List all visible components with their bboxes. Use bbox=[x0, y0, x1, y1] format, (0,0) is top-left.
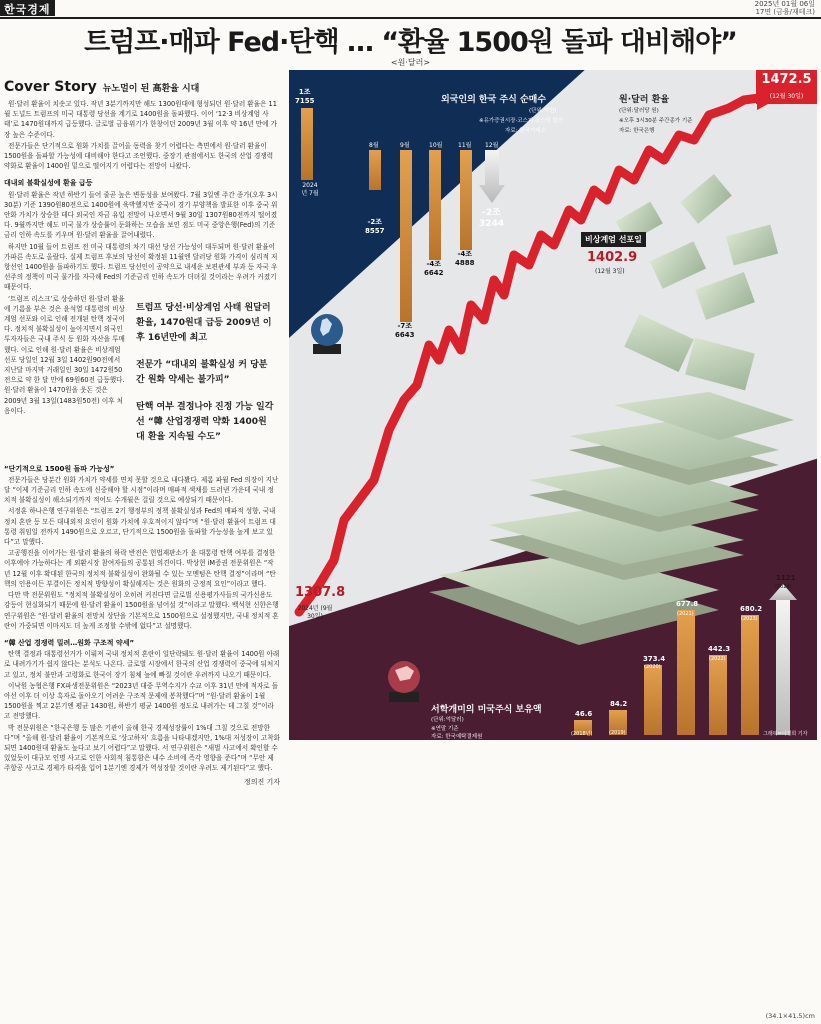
body-paragraph: 탄핵 결정과 대통령선거가 이뤄져 국내 정치적 혼란이 일단락돼도 원·달러 환율이 1400원 아래로 내려가기가 쉽지 않다는 분석도 나온다. 글로벌 시장에서 한국의 산업 경쟁력이 중국에 뒤처지고 있고, 정치 불안과 고령화로 한국이 장기 침체 늪에 빠질 것이란 우려까지 나오기 때문이다. bbox=[4, 650, 280, 679]
seohak-value-2019: 84.2 bbox=[610, 700, 628, 708]
seohak-value-2024: 1121 bbox=[776, 574, 796, 582]
section-heading: “韓 산업 경쟁력 밀려…원화 구조적 약세” bbox=[4, 638, 135, 647]
fx-martial-value: 1402.9 bbox=[587, 250, 638, 265]
foreign-chart-title: 외국인의 한국 주식 순매수 bbox=[441, 95, 547, 105]
body-paragraph: 전문가들은 당분간 원화 가치가 약세를 면치 못할 것으로 내다봤다. 제롬 파월 Fed 의장이 지난달 “이제 기준금리 인하 속도에 신중해야 할 시점”이라며 매파적 색채를 드러낸 가운데 국내 정치적 불확실성이 해소되기까지 적어도 수개월은 걸릴 것으로 예상되기 때문이다. bbox=[4, 475, 279, 505]
foreign-chart-note: ※유가증권시장·코스피·코스닥 합산 bbox=[479, 118, 564, 124]
foreign-bar-label-oct: -4조 6642 bbox=[424, 260, 444, 277]
section-heading: “단기적으로 1500원 돌파 가능성” bbox=[4, 464, 115, 473]
fx-chart-note: ※오후 3시30분 주간종가 기준 bbox=[619, 118, 693, 124]
graphic-credit: 그래픽=이정희 기자 bbox=[763, 731, 808, 737]
masthead bbox=[0, 0, 821, 16]
seohak-value-2023: 680.2 bbox=[740, 605, 763, 613]
newspaper-logo: 한국경제 bbox=[0, 0, 55, 16]
pullquote: 탄핵 여부 결정나야 진정 가능 일각선 “韓 산업경쟁력 약화 1400원대 환율 지속될 수도” bbox=[136, 401, 274, 442]
body-paragraph: 고공행진을 이어가는 원·달러 환율의 하락 반전은 헌법재판소가 윤 대통령 탄핵 여부를 결정한 이후에야 가능하다는 게 외환시장 참여자들의 공통된 의견이다. 박상현 iM증권 전문위원은 “작년 12월 이후 확대된 한국의 정치적 불확실성이 완화될 수 있는 모멘텀은 탄핵 결정”이라며 “탄핵의 인용이든 부결이든 정치적 방향성이 확실해지는 것은 원화의 긍정적 요인”이라고 했다. bbox=[4, 549, 276, 588]
martial-law-label: 비상계엄 선포일 bbox=[581, 232, 646, 247]
seohak-year-2022: (2022) bbox=[709, 656, 726, 662]
pullquote: 트럼프 당선·비상계엄 사태 원달러 환율, 1470원대 급등 2009년 이후 16년만에 최고 bbox=[136, 302, 272, 343]
foreign-bar-month-dec: 12월 bbox=[485, 142, 499, 149]
seohak-year-2021: (2021) bbox=[677, 611, 694, 617]
seohak-chart-unit: (단위:억달러) bbox=[431, 717, 464, 723]
foreign-bar-dec-arrow bbox=[479, 150, 505, 203]
seohak-bar-2020 bbox=[644, 665, 662, 735]
cover-story-label bbox=[4, 78, 280, 98]
intro-paragraph: 전문가들은 단기적으로 원화 가치를 끌어올 동력을 찾기 어렵다는 측면에서 원·달러 환율이 1500원을 돌파할 가능성에 대비해야 한다고 조언했다. 중장기 관점에서도 한국의 산업 경쟁력 약화로 환율이 1400원 밑으로 떨어지기 어렵다는 전망이 나왔다. bbox=[4, 141, 274, 171]
foreign-bar-aug bbox=[369, 150, 381, 190]
foreign-chart-unit: (단위:억원) bbox=[529, 108, 557, 114]
body-paragraph: 원·달러 환율은 작년 하반기 들어 줄곧 높은 변동성을 보여왔다. 7월 3일엔 주간 종가(오후 3시30분) 기준 1390원80전으로 1400원에 육박했지만 중국이 경기 부양책을 발표한 이후 중국 위안화 가치가 상승한 데다 외국인 자금 유입 전망이 나오면서 9월 30일 1307원80전까지 떨어졌다. 9월까지만 해도 미국 물가 상승률이 둔화하는 모습을 보인 점도 미국 중앙은행(Fed)의 기준금리 인하 속도를 키우며 원·달러 환율을 끌어내렸다. bbox=[4, 190, 278, 240]
fx-martial-date: (12월 3일) bbox=[595, 268, 625, 275]
foreign-bar-label-jul: 1조 7155 bbox=[295, 88, 315, 105]
body-paragraph: 하지만 10월 들어 트럼프 전 미국 대통령의 차기 대선 당선 가능성이 대두되며 원·달러 환율이 가파른 속도로 올랐다. 실제 트럼프 후보의 당선이 확정된 11월엔 달러당 원화 가격이 심리적 저항선인 1400원을 돌파하기도 했다. 트럼프 당선인이 공약으로 내세운 보편관세 부과 등 자국 우선주의 정책이 미국 물가를 자극해 Fed의 기준금리 인하 속도가 더뎌질 것이라는 우려가 커졌기 때문이다. bbox=[4, 242, 278, 292]
byline: 정의진 기자 bbox=[243, 777, 280, 786]
seohak-bar-2022 bbox=[709, 655, 727, 735]
issue-section: 17면 (금융/재테크) bbox=[755, 8, 815, 16]
korea-globe-icon bbox=[311, 314, 343, 354]
foreign-bar-label-aug: -2조 8557 bbox=[365, 218, 385, 235]
infographic-art bbox=[289, 70, 817, 740]
seohak-chart-title: 서학개미의 미국주식 보유액 bbox=[431, 705, 542, 715]
foreign-bar-label-sep: -7조 6643 bbox=[395, 322, 415, 339]
seohak-year-2020: (2020) bbox=[644, 664, 661, 670]
headline-unit-note: <원·달러> bbox=[390, 58, 431, 67]
foreign-bar-month-oct: 10월 bbox=[429, 142, 443, 149]
masthead-rule bbox=[0, 17, 821, 19]
body-paragraph: ‘트럼프 리스크’로 상승하던 원·달러 환율에 기름을 부은 것은 윤석열 대통령의 비상계엄 선포와 이로 인해 전개된 탄핵 정국이다. 정치적 불확실성이 높아지면서 외국인 투자자들은 국내 주식 등 원화 자산을 투매했다. 이로 인해 원·달러 환율은 비상계엄 선포 당일인 12월 3일 1402원90전에서 지난달 마지막 거래일인 30일 1472원50전으로 약 한 달 만에 69원60전 급등했다. 원·달러 환율이 1470원을 웃돈 것은 2009년 3월 13일(1483원50전) 이후 처음이다. bbox=[4, 294, 125, 415]
seohak-bar-2021 bbox=[677, 610, 695, 735]
seohak-value-2021: 677.8 bbox=[676, 600, 699, 608]
foreign-bar-label-dec: -2조 3244 bbox=[479, 208, 505, 229]
cover-story-kicker: 뉴노멀이 된 高환율 시대 bbox=[102, 84, 200, 94]
foreign-bar-month-nov: 11월 bbox=[458, 142, 472, 149]
pullquote-box bbox=[126, 293, 274, 457]
fx-end-value: 1472.5 bbox=[761, 72, 812, 87]
page-size-note: (34.1×41.5)cm bbox=[765, 1012, 815, 1020]
body-paragraph: 다만 박 전문위원도 “정치적 불확실성이 오히려 커진다면 글로벌 신용평가사들의 국가신용도 강등이 현실화되기 때문에 원·달러 환율이 1500원을 넘어설 것”이라고 말했다. 백석현 신한은행 연구위원은 “원·달러 환율의 전망치 상단을 기본적으로 1500원으로 설정했지만, 국내 정치적 혼란이 가중되면 이마저도 더 높게 조정할 수밖에 없다”고 설명했다. bbox=[4, 591, 279, 630]
fx-chart-source: 자료: 한국은행 bbox=[619, 128, 655, 134]
foreign-bar-sep bbox=[400, 150, 412, 322]
pullquote: 전문가 “대내외 불확실성 커 당분간 원화 약세는 불가피” bbox=[136, 359, 268, 385]
issue-date: 2025년 01월 06일 bbox=[754, 0, 815, 8]
seohak-chart-note: ※연말 기준 bbox=[431, 726, 459, 732]
seohak-chart-source: 자료: 한국예탁결제원 bbox=[431, 734, 483, 740]
foreign-bar-oct bbox=[429, 150, 441, 260]
fx-end-date: (12월 30일) bbox=[769, 93, 804, 100]
seohak-value-2022: 442.3 bbox=[708, 645, 731, 653]
foreign-bar-month-jul: 2024년 7월 bbox=[301, 182, 319, 197]
cover-story-title: Cover Story bbox=[4, 79, 97, 95]
seohak-bar-2023 bbox=[741, 615, 759, 735]
foreign-bar-nov bbox=[460, 150, 472, 250]
issue-meta bbox=[755, 0, 815, 16]
foreign-chart-source: 자료: 한국거래소 bbox=[505, 128, 546, 134]
foreign-bar-jul bbox=[301, 108, 313, 180]
seohak-year-2019: (2019) bbox=[609, 730, 626, 736]
usa-globe-icon bbox=[388, 661, 420, 702]
seohak-year-2024: (2024) bbox=[775, 584, 792, 590]
body-paragraph: 서정훈 하나은행 연구위원은 “트럼프 2기 행정부의 정책 불확실성과 Fed의 매파적 성향, 국내 정치 혼란 등 모든 대내외적 요인이 원화 가치에 우호적이지 않다”며 “원·달러 환율이 트럼프 대통령 취임일 전까지 1490원으로 오르고, 단기적으로 1500원을 돌파할 가능성을 높게 보고 있다”고 말했다. bbox=[4, 507, 276, 547]
seohak-value-2018: 46.6 bbox=[575, 710, 593, 718]
infographic bbox=[289, 70, 817, 740]
fx-start-date: 2024년 (9월 30일) bbox=[297, 605, 333, 620]
foreign-bar-label-nov: -4조 4888 bbox=[455, 250, 475, 267]
fx-chart-unit: (단위:달러당 원) bbox=[619, 108, 659, 114]
fx-start-value: 1307.8 bbox=[295, 585, 346, 600]
seohak-value-2020: 373.4 bbox=[643, 655, 666, 663]
page-headline: 트럼프·매파 Fed·탄핵 … “환율 1500원 돌파 대비해야” bbox=[84, 27, 737, 58]
fx-chart-title: 원·달러 환율 bbox=[619, 95, 670, 105]
pullquote-row bbox=[4, 293, 280, 457]
foreign-bar-month-aug: 8월 bbox=[369, 142, 379, 149]
intro-paragraph: 원·달러 환율이 치솟고 있다. 작년 3분기까지만 해도 1300원대에 형성되던 원·달러 환율은 11월 도널드 트럼프의 미국 대통령 당선을 계기로 1400원을 돌파했다. 이어 ‘12·3 비상계엄 사태’로 1470원대까지 급등했다. 글로벌 금융위기가 한창이던 2009년 3월 이후 약 16년 만에 가장 높은 수준이다. bbox=[4, 100, 277, 139]
body-paragraph: 박 전문위원은 “한국은행 등 많은 기관이 올해 한국 경제성장률이 1%대 그칠 것으로 전망한다”며 “올해 원·달러 환율이 기본적으로 ‘상고하저’ 흐름을 나타내겠지만, 1%대 저성장이 고착화되면 1400원대 환율도 높다고 보기 어렵다”고 말했다. 서 연구위원은 “새벌 사고에서 확인할 수 있었듯이 대규모 인명 사고로 인한 사회적 침통함은 내수 소비에 즉각 영향을 준다”며 “무안 제주항공 사고로 경제가 타격을 입어 1분기엔 경제가 역성장할 것이란 우려도 제기된다”고 했다. bbox=[4, 723, 280, 773]
article-column bbox=[4, 78, 280, 1013]
seohak-year-2023: (2023) bbox=[741, 616, 758, 622]
seohak-year-2018: (2018년) bbox=[571, 731, 593, 737]
section-heading: 대내외 불확실성에 환율 급등 bbox=[4, 179, 93, 188]
foreign-bar-month-sep: 9월 bbox=[400, 142, 410, 149]
body-paragraph: 이낙원 농협은행 FX파생전문위원은 “2023년 대중 무역수지가 수교 이후 31년 만에 적자로 돌아선 이후 더 이상 흑자로 돌아오기 어려운 구조적 문제에 봉착했다”며 “원·달러 환율이 1월 1500원을 찍고 2분기엔 평균 1430원, 하반기 평균 1400원 정도로 내려가는 데 그칠 것”이라고 전망했다. bbox=[4, 681, 279, 721]
seohak-bar-2024 bbox=[776, 600, 790, 735]
